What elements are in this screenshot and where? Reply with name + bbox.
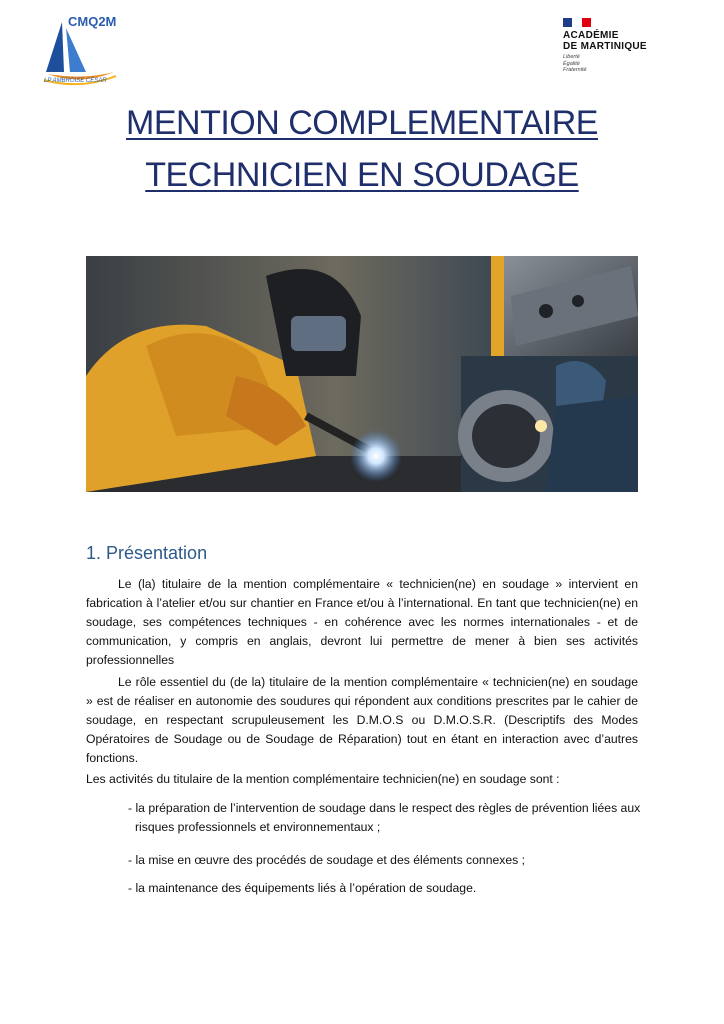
presentation-paragraph-1: Le (la) titulaire de la mention complémentaire « technicien(ne) en soudage » intervient en fabrication à l’atelier et/ou sur chantier en France et/ou à l’international. En tant que technicien(ne) en soudage, ses compétences techniques - en cohérence avec les normes internationales - et de communication, y compris en anglais, devront lui permettre de mener à bien ses activités professionnelles <box>86 577 638 667</box>
page-title-line2: TECHNICIEN EN SOUDAGE <box>145 156 579 194</box>
welding-photo-collage <box>86 256 638 492</box>
academie-logo <box>563 18 673 78</box>
motto-liberte: Liberté <box>563 54 580 60</box>
presentation-paragraph-3: Les activités du titulaire de la mention complémentaire technicien(ne) en soudage sont : <box>86 772 560 786</box>
academie-line2: DE MARTINIQUE <box>563 41 647 52</box>
french-flag-icon <box>563 18 591 27</box>
motto-egalite: Égalité <box>563 60 580 67</box>
presentation-paragraph-2: Le rôle essentiel du (de la) titulaire de la mention complémentaire « technicien(ne) en soudage » est de réaliser en autonomie des soudures qui répondent aux conditions prescrites par le cahier de soudage, en respectant scrupuleusement les D.M.O.S ou D.M.O.S.R. (Descriptifs des Modes Opératoires de Soudage ou de Soudage de Réparation) tout en étant en interaction avec d’autres fonctions. <box>86 675 638 765</box>
logo-caption: LP AMBROISE CÉSAR <box>44 78 107 84</box>
motto-fraternite: Fraternité <box>563 67 587 73</box>
activity-item-2: - la mise en œuvre des procédés de soudage et des éléments connexes ; <box>128 853 525 867</box>
activity-item-3: - la maintenance des équipements liés à l’opération de soudage. <box>128 881 477 895</box>
logo-brand-text: CMQ2M <box>68 14 117 29</box>
welding-spark <box>350 430 402 482</box>
cmq2m-logo <box>40 14 120 92</box>
academie-line1: ACADÉMIE <box>563 30 619 41</box>
page-title-line1: MENTION COMPLEMENTAIRE <box>126 104 598 142</box>
section-heading: 1. Présentation <box>86 543 208 563</box>
activity-item-1: - la préparation de l’intervention de soudage dans le respect des règles de prévention liées aux risques professionnels et environnementaux ; <box>128 801 641 834</box>
